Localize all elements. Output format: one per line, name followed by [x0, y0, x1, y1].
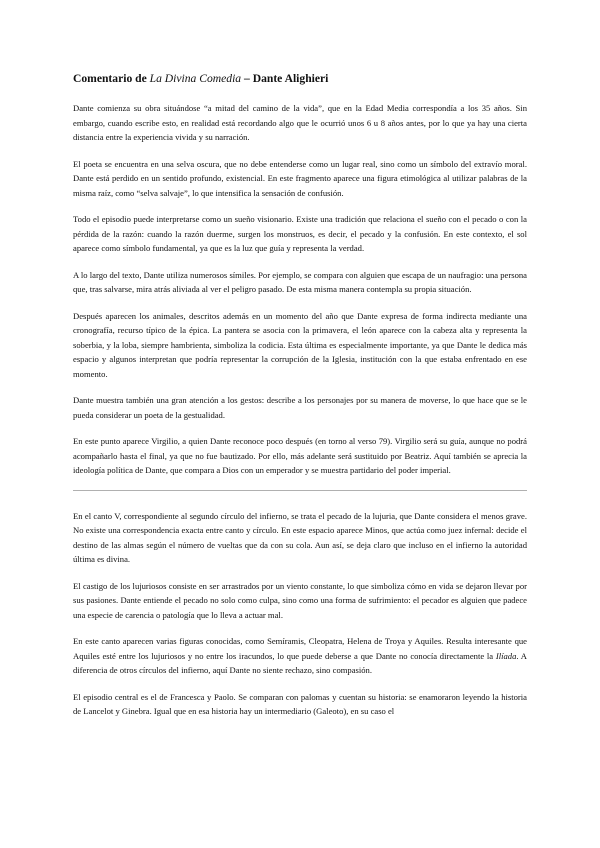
paragraph: Después aparecen los animales, descritos además en un momento del año que Dante expresa de forma indirecta mediante una cronografía, recurso típico de la épica. La pantera se asocia con la primavera, el león aparece con la cabeza alta y representa la soberbia, y la loba, siempre hambrienta, simboliza la codicia. Esta última es especialmente importante, ya que Dante le dedica más espacio y algunos interpretan que podría representar la corrupción de la Iglesia, institución con la que estaba enfrentado en ese momento.	[73, 310, 527, 379]
paragraph: El poeta se encuentra en una selva oscura, que no debe entenderse como un lugar real, sino como un símbolo del extravío moral. Dante está perdido en un sentido profundo, existencial. En este fragmento aparece una figura etimológica al utilizar palabras de la misma raíz, como “selva salvaje”, lo que intensifica la sensación de confusión.	[73, 158, 527, 198]
paragraph: A lo largo del texto, Dante utiliza numerosos símiles. Por ejemplo, se compara con alguien que escapa de un naufragio: una persona que, tras salvarse, mira atrás aliviada al ver el peligro pasado. De esta misma manera contempla su propia situación.	[73, 269, 527, 294]
title-suffix: – Dante Alighieri	[241, 72, 329, 85]
paragraph-text: . A diferencia de otros círculos del infierno, aquí Dante no siente rechazo, sino compasión.	[73, 650, 527, 675]
paragraph	[73, 634, 527, 678]
section-divider	[73, 490, 527, 491]
paragraph: El castigo de los lujuriosos consiste en ser arrastrados por un viento constante, lo que simboliza cómo en vida se dejaron llevar por sus pasiones. Dante entiende el pecado no solo como culpa, sino como una forma de sufrimiento: el pecador es alguien que padece una especie de carencia o patología que lo lleva a actuar mal.	[73, 580, 527, 620]
document-title	[73, 72, 527, 86]
paragraph: El episodio central es el de Francesca y Paolo. Se comparan con palomas y cuentan su historia: se enamoraron leyendo la historia de Lancelot y Ginebra. Igual que en esa historia hay un intermediario (Galeoto), en su caso el	[73, 691, 527, 716]
paragraph: En este punto aparece Virgilio, a quien Dante reconoce poco después (en torno al verso 79). Virgilio será su guía, aunque no podrá acompañarlo hasta el final, ya que no fue bautizado. Por ello, más adelante será sustituido por Beatriz. Aquí también se aprecia la ideología política de Dante, que compara a Dios con un emperador y se muestra partidario del poder imperial.	[73, 436, 527, 475]
work-title-iliad: Ilíada	[495, 650, 517, 661]
paragraph: Dante comienza su obra situándose “a mitad del camino de la vida”, que en la Edad Media correspondía a los 35 años. Sin embargo, cuando escribe esto, en realidad está recordando algo que le ocurrió unos 6 u 8 años antes, por lo que ya hay una cierta distancia entre la experiencia vivida y su narración.	[73, 103, 527, 142]
paragraph-text: En este canto aparecen varias figuras conocidas, como Semíramis, Cleopatra, Helena de Troya y Aquiles. Resulta interesante que Aquiles esté entre los lujuriosos y no entre los iracundos, lo que puede deberse a que Dante no conocía directamente la	[73, 636, 527, 661]
document-page	[73, 72, 527, 731]
paragraph: Todo el episodio puede interpretarse como un sueño visionario. Existe una tradición que relaciona el sueño con el pecado o con la pérdida de la razón: cuando la razón duerme, surgen los monstruos, es decir, el pecado y la confusión. En este contexto, el sol aparece como símbolo fundamental, ya que es la luz que guía y representa la verdad.	[73, 214, 527, 253]
paragraph: Dante muestra también una gran atención a los gestos: describe a los personajes por su manera de moverse, lo que hace que se le pueda considerar un poeta de la gestualidad.	[73, 395, 527, 420]
paragraph: En el canto V, correspondiente al segundo círculo del infierno, se trata el pecado de la lujuria, que Dante considera el menos grave. No existe una correspondencia exacta entre canto y círculo. En este espacio aparece Minos, que actúa como juez infernal: decide el destino de las almas según el número de vueltas que da con su cola. Aun así, se deja claro que incluso en el infierno la autoridad última es divina.	[73, 510, 527, 564]
title-prefix: Comentario de	[73, 72, 150, 85]
title-work: La Divina Comedia	[149, 72, 242, 85]
